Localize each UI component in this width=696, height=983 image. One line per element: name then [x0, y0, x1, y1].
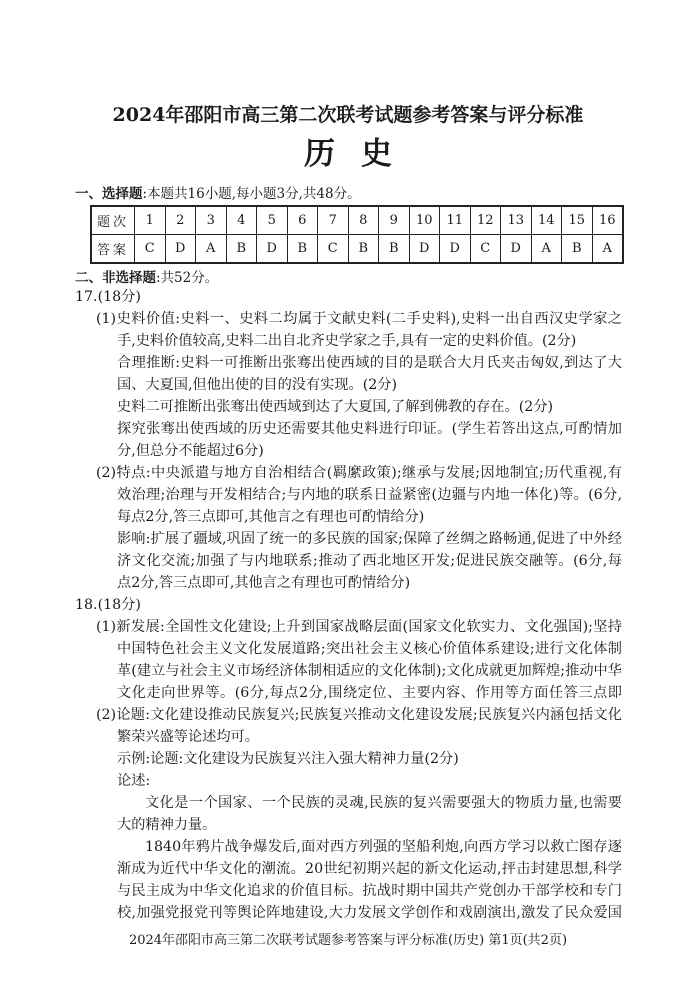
- question-number: 10: [409, 206, 440, 235]
- text-line: 文化是一个国家、一个民族的灵魂,民族的复兴需要强大的物质力量,也需要: [145, 795, 622, 811]
- text-line: 合理推断:史料一可推断出张骞出使西域的目的是联合大月氏夹击匈奴,到达了大: [117, 355, 622, 371]
- text-line: 手,史料价值较高,史料二出自北齐史学家之手,具有一定的史料价值。(2分): [117, 333, 577, 349]
- question-number: 15: [562, 206, 593, 235]
- question-number: 4: [226, 206, 257, 235]
- answer-cell: B: [379, 235, 410, 264]
- text-line: 分,但总分不能超过6分): [117, 443, 264, 459]
- answer-cell: A: [196, 235, 227, 264]
- text-line: 每点2分,答三点即可,其他言之有理也可酌情给分): [117, 509, 425, 525]
- section1-label: 一、选择题: [75, 186, 143, 202]
- answer-cell: B: [226, 235, 257, 264]
- text-line: 渐成为近代中华文化的潮流。20世纪初期兴起的新文化运动,抨击封建思想,科学: [117, 861, 622, 877]
- question-number: 11: [440, 206, 471, 235]
- document-title: 2024年邵阳市高三第二次联考试题参考答案与评分标准: [112, 104, 584, 126]
- text-line: 论述:: [117, 773, 151, 789]
- text-line: 与民主成为中华文化追求的价值目标。抗战时期中国共产党创办干部学校和专门: [117, 883, 622, 899]
- text-line: 繁荣兴盛等论述均可。: [117, 729, 259, 745]
- question-number: 9: [379, 206, 410, 235]
- answer-cell: B: [348, 235, 379, 264]
- answer-cell: A: [531, 235, 562, 264]
- answer-cell: C: [470, 235, 501, 264]
- question-number: 3: [196, 206, 227, 235]
- question-number: 16: [592, 206, 623, 235]
- answer-cell: A: [592, 235, 623, 264]
- answer-cell: C: [318, 235, 349, 264]
- question-number: 1: [135, 206, 166, 235]
- question-number: 8: [348, 206, 379, 235]
- answer-cell: C: [135, 235, 166, 264]
- text-line: 济文化交流;加强了与内地联系;推动了西北地区开发;促进民族交融等。(6分,每: [117, 553, 622, 569]
- text-line: 国、大夏国,但他出使的目的没有实现。(2分): [117, 377, 397, 393]
- text-line: (2)论题:文化建设推动民族复兴;民族复兴推动文化建设发展;民族复兴内涵包括文化: [96, 707, 622, 723]
- section2-label: 二、非选择题: [75, 270, 156, 286]
- table-row-answers: [91, 235, 623, 264]
- text-line: 探究张骞出使西域的历史还需要其他史料进行印证。(学生若答出这点,可酌情加: [117, 421, 622, 437]
- subject-heading: 历史: [304, 136, 418, 172]
- section2-heading: [75, 266, 218, 286]
- text-line: 大的精神力量。: [117, 817, 217, 833]
- answer-cell: D: [440, 235, 471, 264]
- text-line: 史料二可推断出张骞出使西域到达了大夏国,了解到佛教的存在。(2分): [117, 399, 554, 415]
- text-line: 点2分,答三点即可,其他言之有理也可酌情给分): [117, 575, 411, 591]
- question-number: 14: [531, 206, 562, 235]
- text-line: 影响:扩展了疆域,巩固了统一的多民族的国家;保障了丝绸之路畅通,促进了中外经: [117, 531, 622, 547]
- question-number: 12: [470, 206, 501, 235]
- table-row-numbers: [91, 206, 623, 235]
- answer-cell: B: [287, 235, 318, 264]
- text-line: (2)特点:中央派遣与地方自治相结合(羁縻政策);继承与发展;因地制宜;历代重视,有: [96, 465, 622, 481]
- text-line: (1)史料价值:史料一、史料二均属于文献史料(二手史料),史料一出自西汉史学家之: [96, 311, 622, 327]
- text-line: 校,加强党报党刊等舆论阵地建设,大力发展文学创作和戏剧演出,激发了民众爱国: [117, 905, 622, 921]
- text-line: 中国特色社会主义文化发展道路;突出社会主义核心价值体系建设;进行文化体制: [117, 641, 622, 657]
- answer-table: [90, 205, 624, 264]
- text-line: 革(建立与社会主义市场经济体制相适应的文化体制);文化成就更加辉煌;推动中华: [117, 663, 622, 679]
- text-line: (1)新发展:全国性文化建设;上升到国家战略层面(国家文化软实力、文化强国);坚持: [96, 619, 622, 635]
- question-number: 5: [257, 206, 288, 235]
- page-footer: 2024年邵阳市高三第二次联考试题参考答案与评分标准(历史) 第1页(共2页): [128, 933, 568, 948]
- text-line: 效治理;治理与开发相结合;与内地的联系日益紧密(边疆与内地一体化)等。(6分,: [117, 487, 622, 503]
- answer-cell: D: [257, 235, 288, 264]
- section2-desc: :共52分。: [156, 270, 219, 286]
- question-number: 7: [318, 206, 349, 235]
- answer-cell: D: [501, 235, 532, 264]
- answer-cell: B: [562, 235, 593, 264]
- question-number: 2: [165, 206, 196, 235]
- question-number: 6: [287, 206, 318, 235]
- text-line: 1840年鸦片战争爆发后,面对西方列强的坚船利炮,向西方学习以救亡图存逐: [145, 839, 622, 855]
- text-line: 示例:论题:文化建设为民族复兴注入强大精神力量(2分): [117, 751, 459, 767]
- question-number: 13: [501, 206, 532, 235]
- row-header: 题次: [91, 206, 135, 235]
- row-header: 答案: [91, 235, 135, 264]
- text-line: 17.(18分): [75, 289, 141, 305]
- section1-heading: [75, 182, 361, 202]
- answer-cell: D: [165, 235, 196, 264]
- section1-desc: :本题共16小题,每小题3分,共48分。: [142, 186, 361, 202]
- text-line: 文化走向世界等。(6分,每点2分,围绕定位、主要内容、作用等方面任答三点即: [117, 685, 622, 701]
- text-line: 18.(18分): [75, 597, 141, 613]
- answer-cell: D: [409, 235, 440, 264]
